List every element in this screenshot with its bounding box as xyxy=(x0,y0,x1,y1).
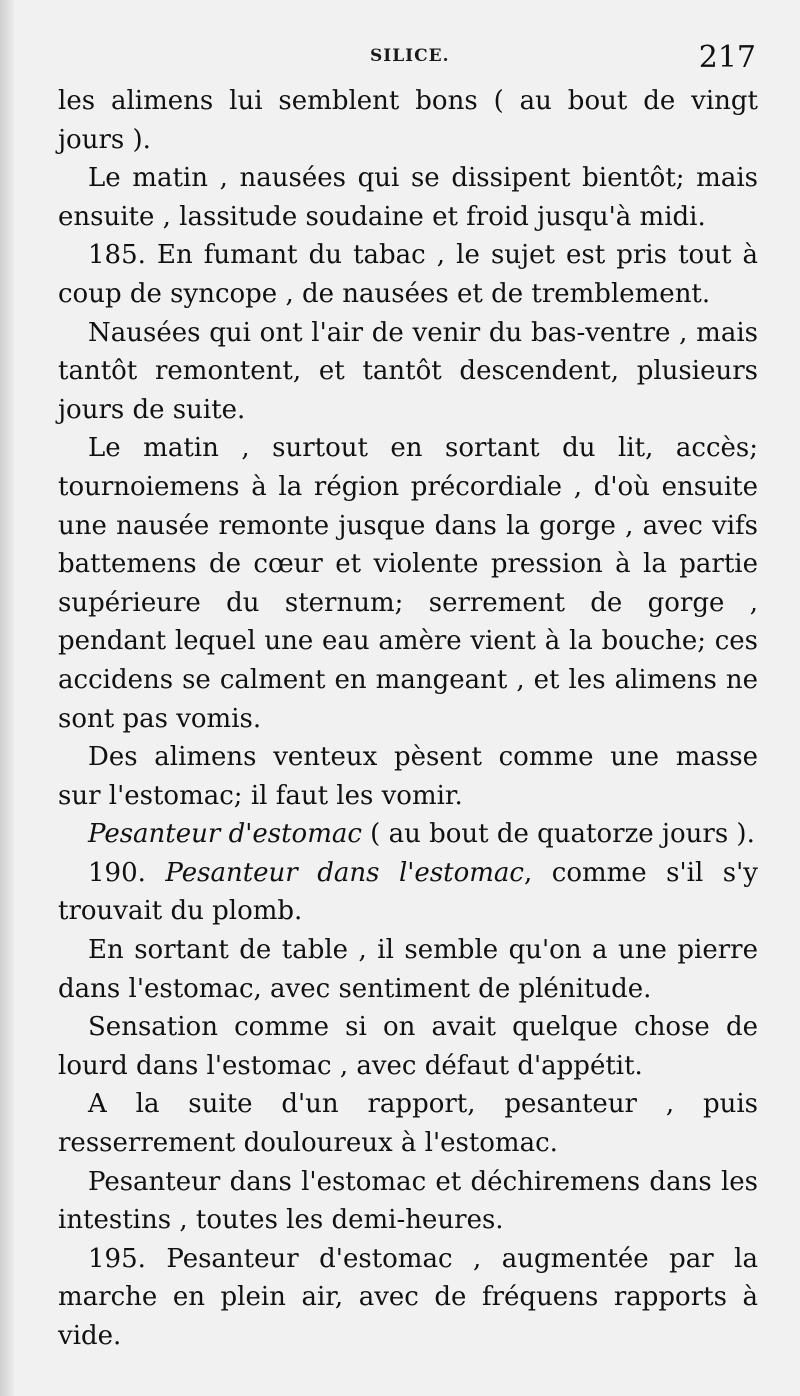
body-text xyxy=(58,82,758,1356)
paragraph: 190. Pesanteur dans l'estomac, comme s'il s'y trouvait du plomb. xyxy=(58,857,758,927)
paragraph: 195. Pesanteur d'estomac , augmentée par la marche en plein air, avec de fréquens rapports à vide. xyxy=(58,1243,758,1351)
paragraph: les alimens lui semblent bons ( au bout de vingt jours ). xyxy=(58,86,758,155)
paragraph: Nausées qui ont l'air de venir du bas-ventre , mais tantôt remontent, et tantôt descendent, plusieurs jours de suite. xyxy=(58,317,758,425)
paragraph: Des alimens venteux pèsent comme une masse sur l'estomac; il faut les vomir. xyxy=(58,742,758,811)
paragraph: Le matin , surtout en sortant du lit, accès; tournoiemens à la région précordiale , d'où ensuite une nausée remonte jusque dans la gorge , avec vifs battemens de cœur et violente pression à la partie supérieure du sternum; serrement de gorge , pendant lequel une eau amère vient à la bouche; ces accidens se calment en mangeant , et les alimens ne sont pas vomis. xyxy=(58,433,758,734)
paragraph: En sortant de table , il semble qu'on a une pierre dans l'estomac, avec sentiment de plénitude. xyxy=(58,935,758,1004)
paragraph: A la suite d'un rapport, pesanteur , puis resserrement douloureux à l'estomac. xyxy=(58,1089,758,1159)
page-number: 217 xyxy=(698,40,756,75)
page-gutter-shadow xyxy=(0,0,14,1396)
italic-phrase: Pesanteur dans l'estomac xyxy=(165,857,524,888)
running-head: SILICE. xyxy=(370,46,450,66)
paragraph: Pesanteur d'estomac ( au bout de quatorze jours ). xyxy=(88,819,755,850)
paragraph: Le matin , nausées qui se dissipent bientôt; mais ensuite , lassitude soudaine et froid jusqu'à midi. xyxy=(58,163,758,232)
italic-phrase: Pesanteur d'estomac xyxy=(88,819,362,850)
paragraph: Pesanteur dans l'estomac et déchiremens dans les intestins , toutes les demi-heures. xyxy=(58,1166,758,1236)
page-header xyxy=(60,40,756,80)
paragraph: 185. En fumant du tabac , le sujet est pris tout à coup de syncope , de nausées et de tremblement. xyxy=(58,240,758,309)
paragraph: Sensation comme si on avait quelque chose de lourd dans l'estomac , avec défaut d'appétit. xyxy=(58,1012,758,1081)
